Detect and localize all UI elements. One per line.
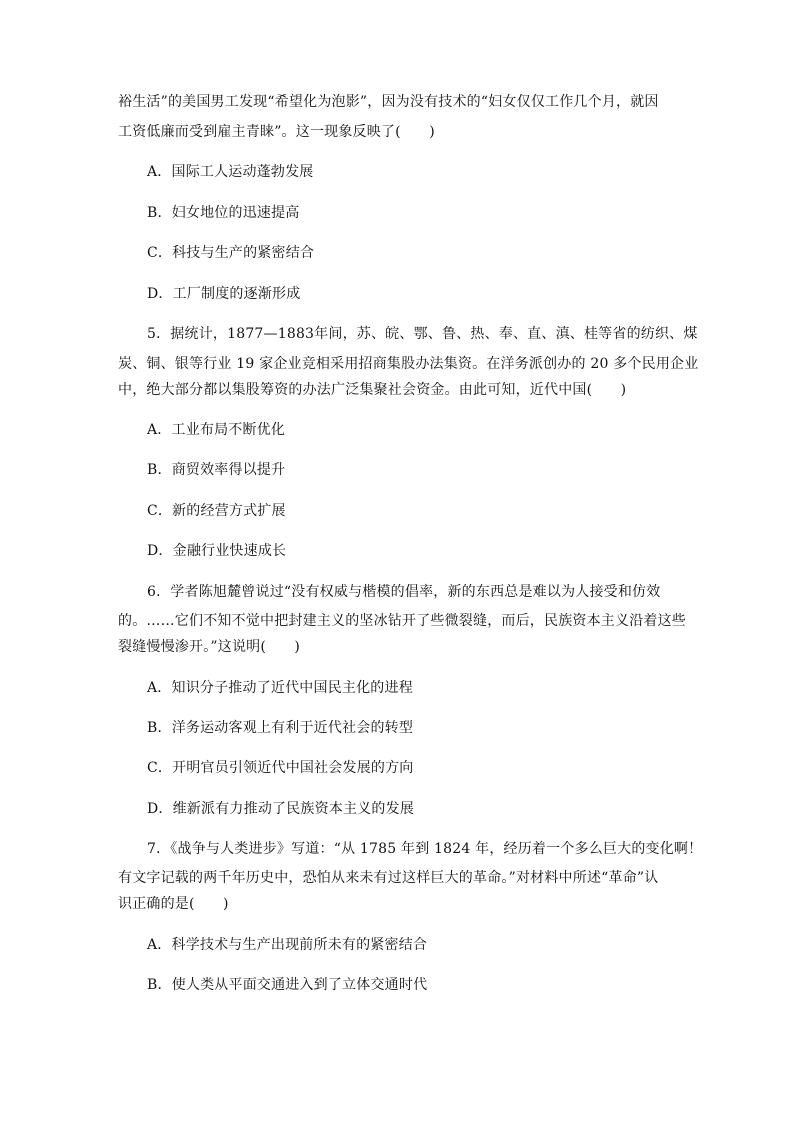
question-5-stem-line-1: 5．据统计，1877—1883年间，苏、皖、鄂、鲁、热、奉、直、滇、桂等省的纺织、煤 <box>147 326 698 342</box>
question-7-stem-line-1: 7．《战争与人类进步》写道：“从 1785 年到 1824 年，经历着一个多么巨大的变化啊！ <box>147 841 703 857</box>
question-5-option-b: B．商贸效率得以提升 <box>147 462 286 478</box>
question-5-option-a: A．工业布局不断优化 <box>147 422 286 438</box>
question-4-option-a: A．国际工人运动蓬勃发展 <box>147 164 314 180</box>
question-6-option-a: A．知识分子推动了近代中国民主化的进程 <box>147 680 413 696</box>
question-6-stem-line-3: 裂缝慢慢渗开。”这说明( ) <box>118 639 301 655</box>
question-6-stem-line-1: 6．学者陈旭麓曾说过“没有权威与楷模的倡率，新的东西总是难以为人接受和仿效 <box>147 584 661 600</box>
question-6-option-c: C．开明官员引领近代中国社会发展的方向 <box>147 760 414 776</box>
question-4-option-d: D．工厂制度的逐渐形成 <box>147 286 301 302</box>
question-4-option-c: C．科技与生产的紧密结合 <box>147 245 315 261</box>
question-5-stem-line-2: 炭、铜、银等行业 19 家企业竞相采用招商集股办法集资。在洋务派创办的 20 多个民用企业 <box>118 356 699 372</box>
question-7-stem-line-3: 识正确的是( ) <box>118 896 229 912</box>
question-7-stem-line-2: 有文字记载的两千年历史中，恐怕从来未有过这样巨大的革命。”对材料中所述“革命”认 <box>118 870 659 886</box>
question-7-option-a: A．科学技术与生产出现前所未有的紧密结合 <box>147 937 428 953</box>
question-6-option-b: B．洋务运动客观上有利于近代社会的转型 <box>147 720 414 736</box>
question-6-stem-line-2: 的。……它们不知不觉中把封建主义的坚冰钻开了些微裂缝，而后，民族资本主义沿着这些 <box>118 613 686 629</box>
question-4-stem-line-2: 工资低廉而受到雇主青睐”。这一现象反映了( ) <box>118 124 435 140</box>
question-4-stem-line-1: 裕生活”的美国男工发现“希望化为泡影”，因为没有技术的“妇女仅仅工作几个月，就因 <box>118 94 659 110</box>
question-4-option-b: B．妇女地位的迅速提高 <box>147 205 300 221</box>
question-5-option-c: C．新的经营方式扩展 <box>147 503 286 519</box>
question-7-option-b: B．使人类从平面交通进入到了立体交通时代 <box>147 977 428 993</box>
question-6-option-d: D．维新派有力推动了民族资本主义的发展 <box>147 801 415 817</box>
question-5-option-d: D．金融行业快速成长 <box>147 543 287 559</box>
question-5-stem-line-3: 中，绝大部分都以集股筹资的办法广泛集聚社会资金。由此可知，近代中国( ) <box>118 382 627 398</box>
